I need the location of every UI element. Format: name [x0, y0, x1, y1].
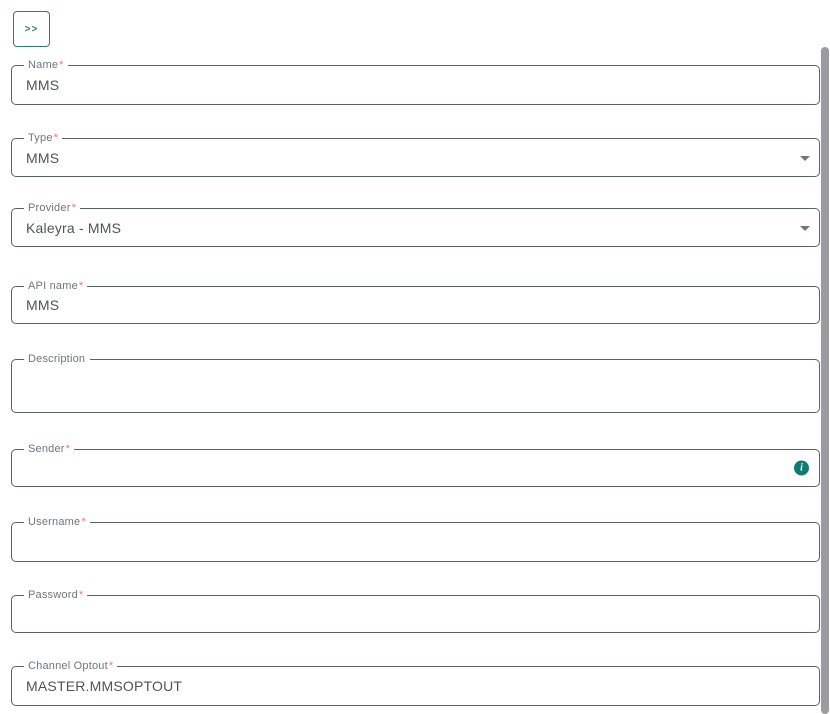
field-password: [11, 589, 820, 633]
sender-input[interactable]: [12, 450, 819, 486]
name-label-text: Name: [28, 59, 59, 71]
required-asterisk: *: [78, 589, 84, 601]
field-api-name: [11, 280, 820, 324]
api-name-label-text: API name: [28, 280, 78, 292]
field-username: [11, 516, 820, 562]
provider-label-text: Provider: [28, 202, 71, 214]
field-channel-optout: [11, 660, 820, 706]
provider-select-value[interactable]: Kaleyra - MMS: [26, 219, 122, 236]
provider-field-label: [24, 201, 80, 215]
channel-optout-input[interactable]: [12, 667, 819, 705]
sender-label-text: Sender: [28, 443, 65, 455]
password-input[interactable]: [12, 596, 819, 632]
required-asterisk: *: [53, 132, 59, 144]
required-asterisk: *: [81, 516, 86, 528]
required-asterisk: *: [108, 660, 114, 672]
required-asterisk: *: [59, 59, 64, 71]
field-name: [11, 59, 820, 105]
type-select-value[interactable]: MMS: [26, 149, 60, 166]
channel-optout-label-text: Channel Optout: [28, 660, 108, 672]
api-name-input[interactable]: [12, 287, 819, 323]
field-type[interactable]: [11, 132, 820, 177]
name-input[interactable]: [12, 66, 819, 104]
username-label-text: Username: [28, 516, 81, 528]
field-sender: [11, 443, 820, 487]
description-label-text: Description: [28, 353, 86, 365]
chevron-down-icon[interactable]: [800, 156, 810, 161]
required-asterisk: *: [78, 280, 84, 292]
chevron-down-icon[interactable]: [800, 226, 810, 231]
field-description: [11, 353, 820, 413]
info-icon[interactable]: i: [794, 461, 809, 476]
password-label-text: Password: [28, 589, 78, 601]
type-field-label: [24, 131, 62, 145]
required-asterisk: *: [71, 202, 77, 214]
vertical-scrollbar[interactable]: [821, 47, 829, 714]
type-label-text: Type: [28, 132, 53, 144]
username-input[interactable]: [12, 523, 819, 561]
expand-panel-button[interactable]: >>: [13, 11, 50, 47]
field-provider[interactable]: [11, 202, 820, 247]
required-asterisk: *: [65, 443, 71, 455]
description-textarea[interactable]: [12, 360, 819, 412]
